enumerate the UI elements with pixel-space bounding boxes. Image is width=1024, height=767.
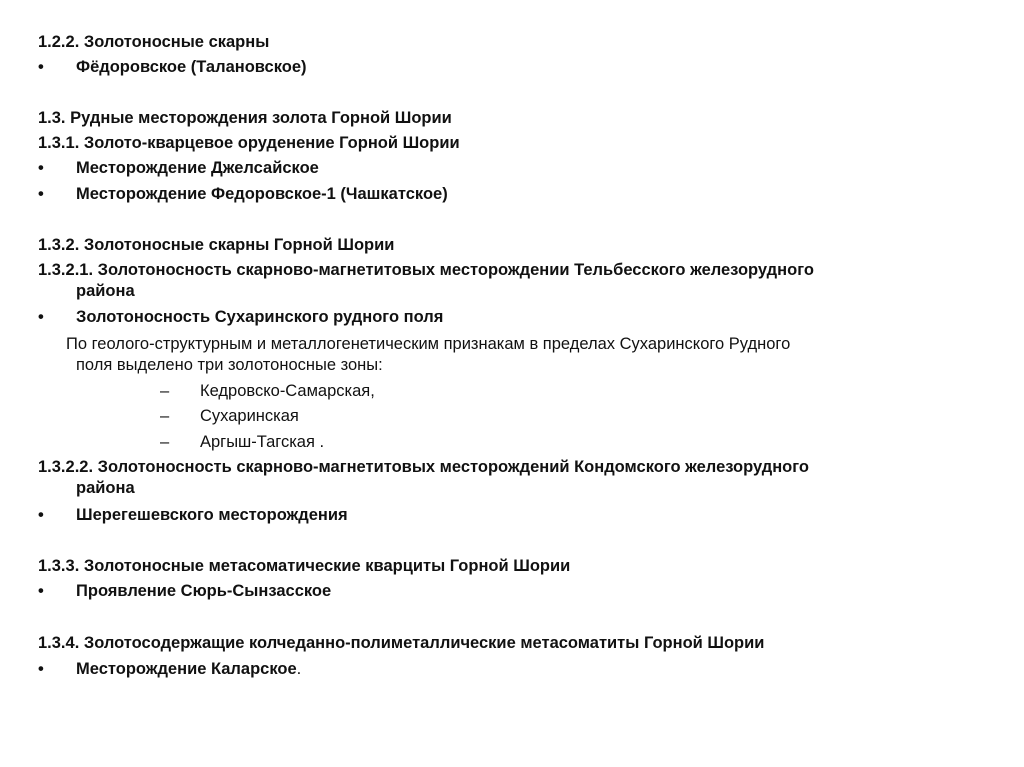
dash-marker: – [160,382,170,400]
bullet-marker: • [38,660,44,678]
dash-item-kedrovsko: Кедровско-Самарская, [200,382,375,400]
paragraph-line1: По геолого-структурным и металлогенетическим признакам в пределах Сухаринского Рудного [66,335,791,353]
bullet-marker: • [38,582,44,600]
heading-1-3-2-2-line1: 1.3.2.2. Золотоносность скарново-магнетитовых месторождений Кондомского железорудного [38,458,809,476]
bullet-marker: • [38,185,44,203]
heading-1-3-1: 1.3.1. Золото-кварцевое оруденение Горной Шории [38,134,460,152]
heading-1-3-3: 1.3.3. Золотоносные метасоматические кварциты Горной Шории [38,557,571,575]
bullet-marker: • [38,308,44,326]
bullet-marker: • [38,159,44,177]
bullet-sheregesh: Шерегешевского месторождения [76,506,348,524]
paragraph-line2: поля выделено три золотоносные зоны: [76,356,383,374]
bullet-dzhelsayskoe: Месторождение Джелсайское [76,159,319,177]
heading-1-3-2-2-line2: района [76,479,135,497]
dash-marker: – [160,407,170,425]
bullet-kalarskoe [76,659,301,680]
bullet-kalarskoe-text: Месторождение Каларское [76,660,297,678]
bullet-sukharinskoe: Золотоносность Сухаринского рудного поля [76,308,444,326]
heading-1-3-4: 1.3.4. Золотосодержащие колчеданно-полиметаллические метасоматиты Горной Шории [38,634,765,652]
heading-1-3-2-1-line1: 1.3.2.1. Золотоносность скарново-магнетитовых месторождении Тельбесского железорудного [38,261,814,279]
bullet-marker: • [38,506,44,524]
dash-marker: – [160,433,170,451]
heading-1-3: 1.3. Рудные месторождения золота Горной Шории [38,109,452,127]
dash-item-argysh: Аргыш-Тагская . [200,433,325,451]
bullet-fedorovskoe-1: Месторождение Федоровское-1 (Чашкатское) [76,185,448,203]
heading-1-2-2: 1.2.2. Золотоносные скарны [38,33,270,51]
heading-1-3-2: 1.3.2. Золотоносные скарны Горной Шории [38,236,395,254]
dash-item-sukharinskaya: Сухаринская [200,407,299,425]
bullet-fedorovskoe: Фёдоровское (Талановское) [76,58,307,76]
bullet-kalarskoe-period: . [296,660,302,678]
bullet-marker: • [38,58,44,76]
bullet-syur-synzas: Проявление Сюрь-Сынзасское [76,582,332,600]
heading-1-3-2-1-line2: района [76,282,135,300]
